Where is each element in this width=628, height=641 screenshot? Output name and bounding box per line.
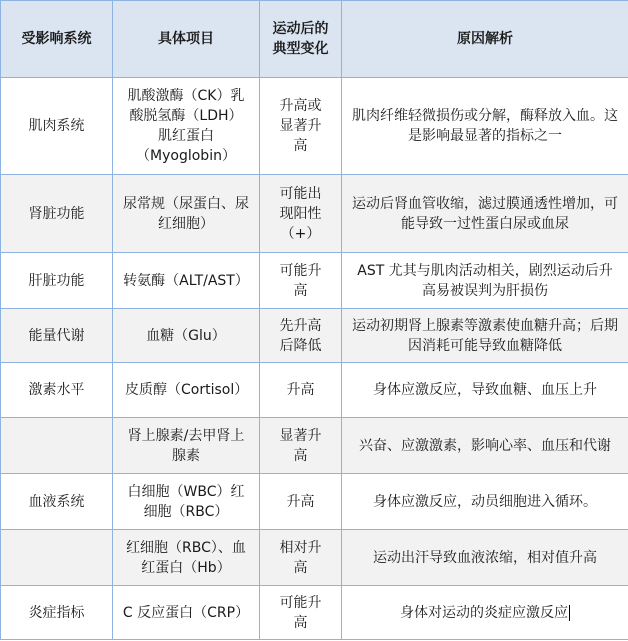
item-cell[interactable]: 肌酸激酶（CK）乳酸脱氢酶（LDH）肌红蛋白（Myoglobin） xyxy=(113,78,260,175)
change-cell[interactable]: 先升高后降低 xyxy=(260,309,342,363)
change-cell[interactable]: 相对升高 xyxy=(260,530,342,586)
system-cell[interactable] xyxy=(1,530,113,586)
table-row xyxy=(1,78,628,175)
table-row xyxy=(1,309,628,363)
header-change: 运动后的典型变化 xyxy=(260,1,342,78)
table-row xyxy=(1,253,628,309)
reason-cell[interactable]: 运动出汗导致血液浓缩，相对值升高 xyxy=(342,530,628,586)
change-cell[interactable]: 可能升高 xyxy=(260,253,342,309)
item-cell[interactable]: C 反应蛋白（CRP） xyxy=(113,586,260,640)
system-cell[interactable]: 肝脏功能 xyxy=(1,253,113,309)
item-cell[interactable]: 红细胞（RBC）、血红蛋白（Hb） xyxy=(113,530,260,586)
table-row xyxy=(1,418,628,474)
system-cell[interactable]: 激素水平 xyxy=(1,363,113,418)
system-cell[interactable]: 能量代谢 xyxy=(1,309,113,363)
system-cell[interactable]: 炎症指标 xyxy=(1,586,113,640)
reason-cell[interactable]: 兴奋、应激激素，影响心率、血压和代谢 xyxy=(342,418,628,474)
item-cell[interactable]: 血糖（Glu） xyxy=(113,309,260,363)
item-cell[interactable]: 尿常规（尿蛋白、尿红细胞） xyxy=(113,175,260,253)
system-cell[interactable]: 肌肉系统 xyxy=(1,78,113,175)
change-cell[interactable]: 显著升高 xyxy=(260,418,342,474)
reason-cell[interactable] xyxy=(342,586,628,640)
table-row xyxy=(1,586,628,640)
reason-cell[interactable]: 运动后肾血管收缩，滤过膜通透性增加，可能导致一过性蛋白尿或血尿 xyxy=(342,175,628,253)
change-cell[interactable]: 升高 xyxy=(260,474,342,530)
system-cell[interactable]: 血液系统 xyxy=(1,474,113,530)
reason-cell[interactable]: 运动初期肾上腺素等激素使血糖升高；后期因消耗可能导致血糖降低 xyxy=(342,309,628,363)
item-cell[interactable]: 皮质醇（Cortisol） xyxy=(113,363,260,418)
item-cell[interactable]: 肾上腺素/去甲肾上腺素 xyxy=(113,418,260,474)
change-cell[interactable]: 可能出现阳性（+） xyxy=(260,175,342,253)
system-cell[interactable]: 肾脏功能 xyxy=(1,175,113,253)
reason-cell[interactable]: 身体应激反应，导致血糖、血压上升 xyxy=(342,363,628,418)
reason-cell[interactable]: 身体应激反应，动员细胞进入循环。 xyxy=(342,474,628,530)
table-row xyxy=(1,175,628,253)
reason-cell[interactable]: 肌肉纤维轻微损伤或分解，酶释放入血。这是影响最显著的指标之一 xyxy=(342,78,628,175)
header-item: 具体项目 xyxy=(113,1,260,78)
item-cell[interactable]: 白细胞（WBC）红细胞（RBC） xyxy=(113,474,260,530)
item-cell[interactable]: 转氨酶（ALT/AST） xyxy=(113,253,260,309)
change-cell[interactable]: 升高 xyxy=(260,363,342,418)
table-row xyxy=(1,363,628,418)
text-cursor xyxy=(569,605,570,621)
header-reason: 原因解析 xyxy=(342,1,628,78)
header-system: 受影响系统 xyxy=(1,1,113,78)
table-row xyxy=(1,530,628,586)
reason-cell[interactable]: AST 尤其与肌肉活动相关，剧烈运动后升高易被误判为肝损伤 xyxy=(342,253,628,309)
system-cell[interactable] xyxy=(1,418,113,474)
change-cell[interactable]: 升高或显著升高 xyxy=(260,78,342,175)
reason-text: 身体对运动的炎症应激反应 xyxy=(400,604,568,621)
change-cell[interactable]: 可能升高 xyxy=(260,586,342,640)
table-row xyxy=(1,474,628,530)
